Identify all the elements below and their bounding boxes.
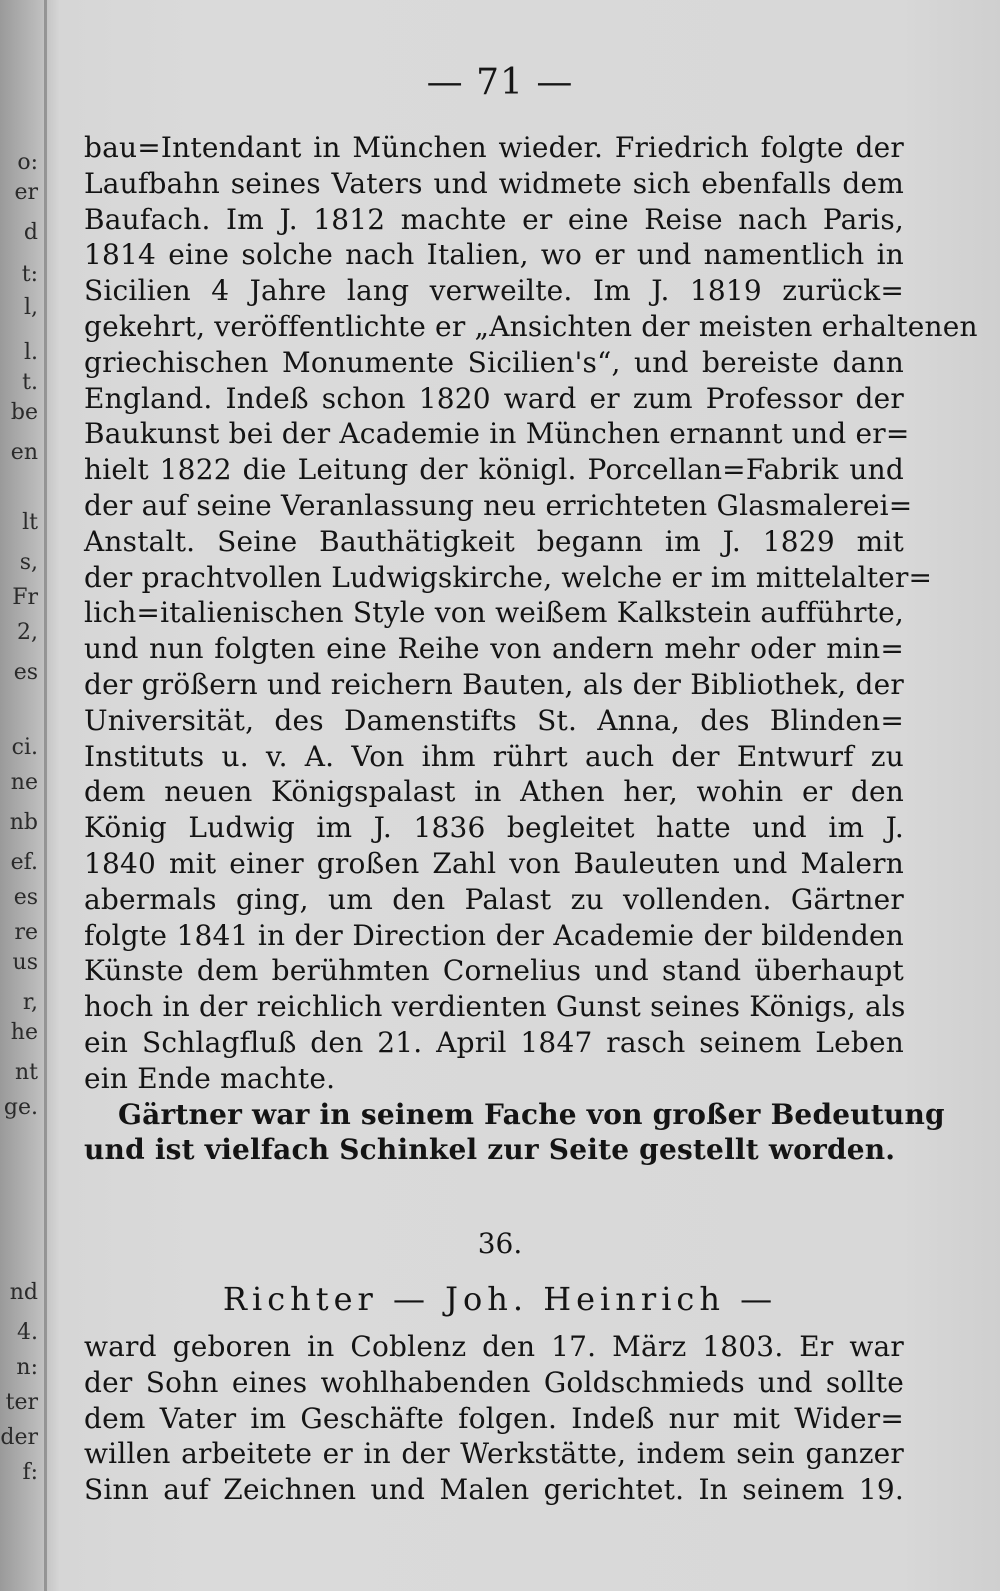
margin-fragment: s, bbox=[19, 550, 38, 575]
text-line: König Ludwig im J. 1836 begleitet hatte und im J. bbox=[84, 811, 904, 845]
margin-fragment: t. bbox=[22, 370, 38, 395]
margin-fragment: ter bbox=[5, 1390, 38, 1415]
text-line: England. Indeß schon 1820 ward er zum Professor der bbox=[84, 381, 904, 415]
margin-fragment: 4. bbox=[17, 1320, 38, 1345]
text-line: griechischen Monumente Sicilien's“, und bereiste dann bbox=[84, 345, 904, 379]
text-line: der Sohn eines wohlhabenden Goldschmieds und sollte bbox=[84, 1365, 904, 1399]
paragraph-gaertner bbox=[84, 130, 978, 1168]
margin-fragment: 2, bbox=[17, 620, 38, 645]
text-line: Baufach. Im J. 1812 machte er eine Reise nach Paris, bbox=[84, 202, 904, 236]
section-heading: Richter — Joh. Heinrich — bbox=[222, 1280, 778, 1318]
margin-fragment: ge. bbox=[3, 1095, 38, 1120]
text-line: Künste dem berühmten Cornelius und stand überhaupt bbox=[84, 954, 904, 988]
text-line: der größern und reichern Bauten, als der Bibliothek, der bbox=[84, 667, 904, 701]
margin-fragment: lt bbox=[22, 510, 38, 535]
margin-fragment: t: bbox=[21, 262, 38, 287]
margin-fragment: o: bbox=[17, 150, 38, 175]
paragraph-richter bbox=[84, 1329, 904, 1508]
margin-fragment: der bbox=[0, 1425, 38, 1450]
text-line: Laufbahn seines Vaters und widmete sich ebenfalls dem bbox=[84, 166, 904, 200]
text-line: Instituts u. v. A. Von ihm rührt auch der Entwurf zu bbox=[84, 739, 904, 773]
text-line: Universität, des Damenstifts St. Anna, des Blinden= bbox=[84, 703, 904, 737]
book-gutter bbox=[44, 0, 47, 1591]
margin-fragment: ne bbox=[10, 770, 38, 795]
text-line: Sicilien 4 Jahre lang verweilte. Im J. 1819 zurück= bbox=[84, 274, 904, 308]
text-line: hielt 1822 die Leitung der königl. Porcellan=Fabrik und bbox=[84, 453, 904, 487]
text-line: 1840 mit einer großen Zahl von Bauleuten und Malern bbox=[84, 846, 904, 880]
text-line: bau=Intendant in München wieder. Friedrich folgte der bbox=[84, 131, 904, 164]
text-line: ein Schlagfluß den 21. April 1847 rasch seinem Leben bbox=[84, 1025, 904, 1059]
margin-fragment: Fr bbox=[12, 585, 38, 610]
margin-fragment: nb bbox=[9, 810, 38, 835]
margin-fragment: ci. bbox=[11, 735, 38, 760]
text-line: gekehrt, veröffentlichte er „Ansichten der meisten erhaltenen bbox=[84, 309, 978, 343]
text-line: Gärtner war in seinem Fache von großer Bedeutung bbox=[118, 1097, 945, 1131]
text-line: und nun folgten eine Reihe von andern mehr oder min= bbox=[84, 632, 904, 666]
margin-fragment: n: bbox=[16, 1355, 38, 1380]
text-line: und ist vielfach Schinkel zur Seite gestellt worden. bbox=[84, 1133, 896, 1167]
text-line: ein Ende machte. bbox=[84, 1061, 336, 1095]
margin-fragment: l. bbox=[23, 340, 38, 365]
margin-fragment: f: bbox=[22, 1460, 38, 1485]
text-line: hoch in der reichlich verdienten Gunst seines Königs, als bbox=[84, 990, 906, 1024]
margin-fragment: re bbox=[14, 920, 38, 945]
margin-fragment: r, bbox=[22, 990, 38, 1015]
text-line: der auf seine Veranlassung neu errichteten Glasmalerei= bbox=[84, 488, 913, 522]
text-line: Baukunst bei der Academie in München ernannt und er= bbox=[84, 417, 910, 451]
margin-fragment: d bbox=[23, 220, 38, 245]
margin-fragment: he bbox=[10, 1020, 38, 1045]
text-line: dem Vater im Geschäfte folgen. Indeß nur mit Wider= bbox=[84, 1401, 904, 1435]
text-line: abermals ging, um den Palast zu vollenden. Gärtner bbox=[84, 882, 904, 916]
margin-fragment: es bbox=[13, 660, 38, 685]
text-line: der prachtvollen Ludwigskirche, welche er im mittelalter= bbox=[84, 560, 933, 594]
section-number: 36. bbox=[477, 1227, 523, 1260]
margin-fragment: ef. bbox=[10, 850, 38, 875]
margin-fragment: nd bbox=[9, 1280, 38, 1305]
adjacent-page-margin bbox=[0, 0, 40, 1591]
text-line: Sinn auf Zeichnen und Malen gerichtet. In seinem 19. bbox=[84, 1473, 904, 1507]
page-number: — 71 — bbox=[426, 62, 574, 103]
margin-fragment: nt bbox=[14, 1060, 38, 1085]
text-line: folgte 1841 in der Direction der Academie der bildenden bbox=[84, 918, 904, 952]
text-line: lich=italienischen Style von weißem Kalkstein aufführte, bbox=[84, 596, 904, 630]
text-line: dem neuen Königspalast in Athen her, wohin er den bbox=[84, 775, 904, 809]
margin-fragment: l, bbox=[23, 295, 38, 320]
text-line: 1814 eine solche nach Italien, wo er und namentlich in bbox=[84, 238, 904, 272]
text-line: ward geboren in Coblenz den 17. März 1803. Er war bbox=[84, 1330, 904, 1363]
text-line: Anstalt. Seine Bauthätigkeit begann im J. 1829 mit bbox=[84, 524, 904, 558]
margin-fragment: en bbox=[10, 440, 38, 465]
margin-fragment: es bbox=[13, 885, 38, 910]
margin-fragment: er bbox=[14, 180, 38, 205]
margin-fragment: be bbox=[10, 400, 38, 425]
text-line: willen arbeitete er in der Werkstätte, indem sein ganzer bbox=[84, 1437, 904, 1471]
margin-fragment: us bbox=[12, 950, 38, 975]
